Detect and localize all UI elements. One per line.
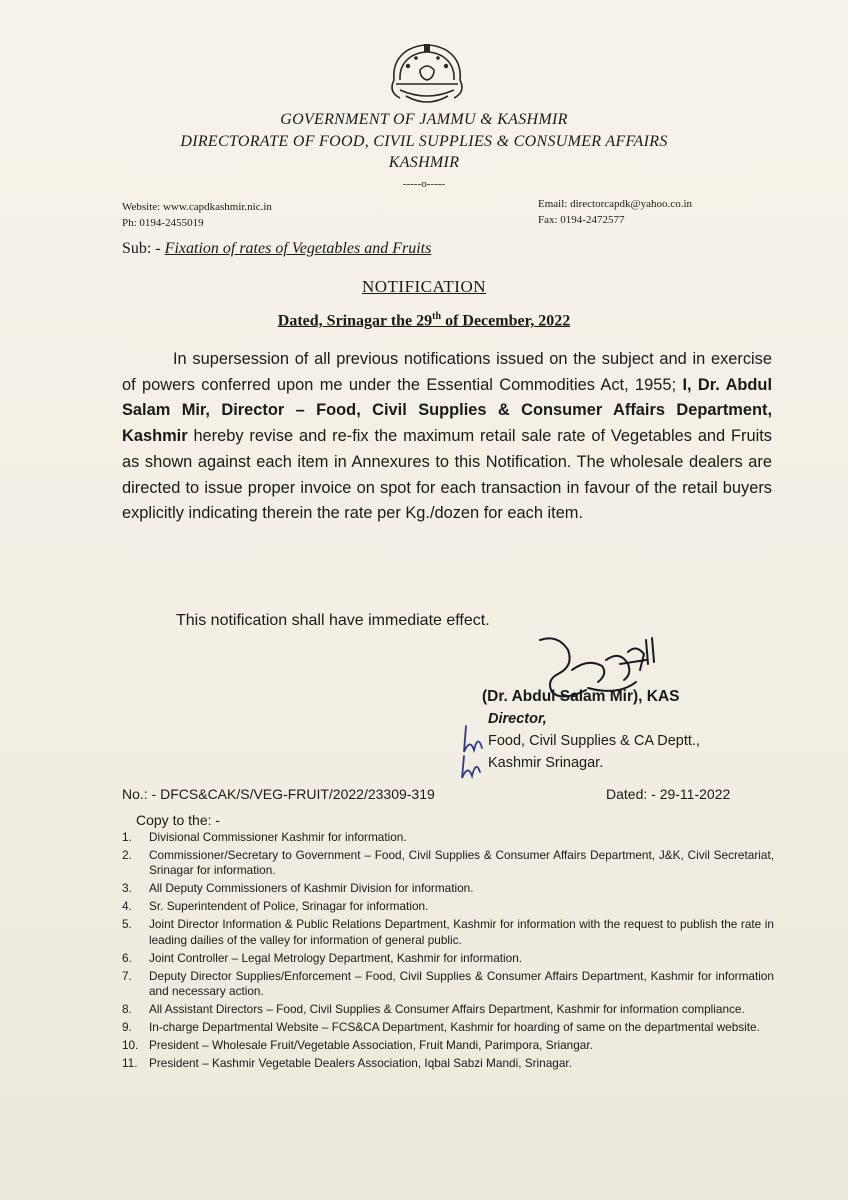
copy-list [122, 830, 774, 1074]
list-item: 9. In-charge Departmental Website – FCS&CA Department, Kashmir for hoarding of same on the departmental website. [122, 1019, 760, 1034]
subject-label: Sub: - [122, 240, 161, 257]
signatory-designation: Director, [488, 711, 547, 727]
list-item: 7. Deputy Director Supplies/Enforcement – Food, Civil Supplies & Consumer Affairs Department, Kashmir for information and necessary action. [122, 968, 774, 999]
list-item: 4. Sr. Superintendent of Police, Srinagar for information. [122, 899, 429, 914]
notification-body [122, 347, 772, 527]
subject-text: Fixation of rates of Vegetables and Fruits [164, 240, 432, 257]
notification-title: NOTIFICATION [361, 277, 487, 296]
state-emblem-icon [386, 40, 468, 114]
contact-left [122, 199, 272, 231]
govt-title: GOVERNMENT OF JAMMU & KASHMIR [280, 111, 568, 128]
list-item: 6. Joint Controller – Legal Metrology Department, Kashmir for information. [122, 950, 523, 965]
body-bold: I, Dr. Abdul Salam Mir, Director – Food, Civil Supplies & Consumer Affairs Department, Kashmir [122, 375, 772, 446]
list-item: 3. All Deputy Commissioners of Kashmir Division for information. [122, 881, 474, 896]
website-text: Website: www.capdkashmir.nic.in [122, 201, 272, 213]
date-suffix: of December, 2022 [441, 312, 571, 330]
fax-text: Fax: 0194-2472577 [538, 214, 625, 226]
contact-right [538, 196, 692, 228]
date-ordinal: th [432, 311, 442, 322]
notification-date [0, 311, 848, 330]
region-title: KASHMIR [388, 154, 460, 171]
reference-number: No.: - DFCS&CAK/S/VEG-FRUIT/2022/23309-319 [122, 786, 435, 802]
date-prefix: Dated, Srinagar the 29 [277, 312, 433, 330]
list-item: 2. Commissioner/Secretary to Government – Food, Civil Supplies & Consumer Affairs Department, J&K, Civil Secretariat, Srinagar for information. [122, 847, 774, 878]
directorate-title: DIRECTORATE OF FOOD, CIVIL SUPPLIES & CONSUMER AFFAIRS [180, 133, 668, 150]
list-item: 11. President – Kashmir Vegetable Dealers Association, Iqbal Sabzi Mandi, Srinagar. [122, 1055, 572, 1070]
reference-date: Dated: - 29-11-2022 [606, 786, 731, 802]
signatory-block [482, 686, 700, 774]
header-divider: -----o----- [402, 178, 446, 190]
effect-statement: This notification shall have immediate effect. [176, 612, 490, 629]
list-item: 5. Joint Director Information & Public Relations Department, Kashmir for information with the request to publish the rate in leading dailies of the valley for information of general public. [122, 917, 774, 947]
copy-to-label: Copy to the: - [136, 812, 221, 828]
phone-text: Ph: 0194-2455019 [122, 217, 204, 229]
subject-line [122, 240, 431, 258]
body-part1: In supersession of all previous notifications issued on the subject and in exercise of powers conferred upon me under the Essential Commodities Act, 1955; [122, 350, 772, 394]
list-item: 8. All Assistant Directors – Food, Civil Supplies & Consumer Affairs Department, Kashmir for information compliance. [122, 1002, 745, 1017]
signatory-department: Food, Civil Supplies & CA Deptt., [488, 733, 700, 749]
signatory-place: Kashmir Srinagar. [488, 755, 604, 771]
initials-mark [456, 722, 492, 784]
email-text: Email: directorcapdk@yahoo.co.in [538, 198, 692, 210]
list-item: 1. Divisional Commissioner Kashmir for information. [122, 830, 407, 844]
signatory-name: (Dr. Abdul Salam Mir), KAS [482, 688, 680, 705]
list-item: 10. President – Wholesale Fruit/Vegetable Association, Fruit Mandi, Parimpora, Sriangar. [122, 1037, 593, 1052]
body-part2: hereby revise and re-fix the maximum retail sale rate of Vegetables and Fruits as shown against each item in Annexures to this Notification. The wholesale dealers are directed to issue proper invoice on spot for each transaction in favour of the retail buyers explicitly indicating therein the rate per Kg./dozen for each item. [122, 427, 772, 523]
